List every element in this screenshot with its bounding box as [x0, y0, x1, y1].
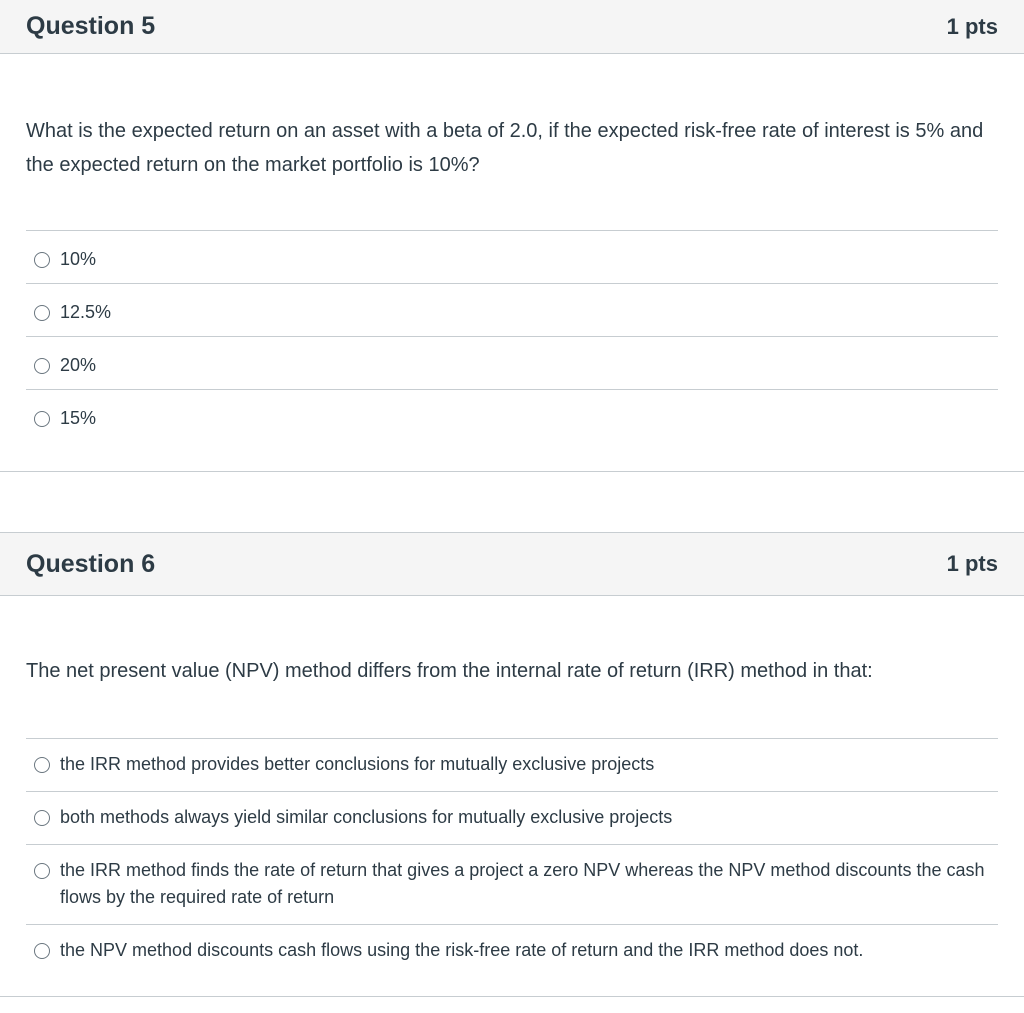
radio-button[interactable] [34, 305, 50, 321]
question-6 [0, 532, 1024, 997]
answer-option[interactable] [26, 231, 998, 284]
question-header [0, 533, 1024, 596]
answer-list [26, 230, 998, 443]
radio-button[interactable] [34, 810, 50, 826]
question-points: 1 pts [946, 551, 998, 576]
question-points: 1 pts [946, 13, 998, 39]
radio-button[interactable] [34, 943, 50, 959]
answer-label: 12.5% [60, 302, 112, 322]
question-text: What is the expected return on an asset with a beta of 2.0, if the expected risk-free rate of interest is 5% and the expected return on the market portfolio is 10%? [26, 120, 984, 176]
radio-button[interactable] [34, 411, 50, 427]
answer-option[interactable] [26, 925, 998, 978]
answer-option[interactable] [26, 284, 998, 337]
question-title: Question 5 [26, 12, 156, 40]
answer-label: 20% [60, 355, 97, 375]
answer-option[interactable] [26, 337, 998, 390]
question-header [0, 0, 1024, 54]
radio-button[interactable] [34, 252, 50, 268]
answer-label: both methods always yield similar conclusions for mutually exclusive projects [60, 807, 673, 827]
answer-option[interactable] [26, 739, 998, 792]
answer-label: the IRR method finds the rate of return that gives a project a zero NPV whereas the NPV method discounts the cash flows by the required rate of return [60, 860, 985, 907]
question-spacer [0, 472, 1024, 532]
question-text: The net present value (NPV) method differs from the internal rate of return (IRR) method in that: [26, 660, 873, 682]
question-5 [0, 0, 1024, 472]
answer-label: 15% [60, 408, 97, 428]
answer-label: the IRR method provides better conclusions for mutually exclusive projects [60, 754, 655, 774]
answer-label: the NPV method discounts cash flows using the risk-free rate of return and the IRR method does not. [60, 940, 864, 960]
answer-option[interactable] [26, 792, 998, 845]
radio-button[interactable] [34, 358, 50, 374]
answer-list [26, 738, 998, 978]
radio-button[interactable] [34, 757, 50, 773]
radio-button[interactable] [34, 863, 50, 879]
answer-option[interactable] [26, 845, 998, 925]
answer-label: 10% [60, 249, 97, 269]
question-title: Question 6 [26, 549, 156, 578]
answer-option[interactable] [26, 390, 998, 443]
